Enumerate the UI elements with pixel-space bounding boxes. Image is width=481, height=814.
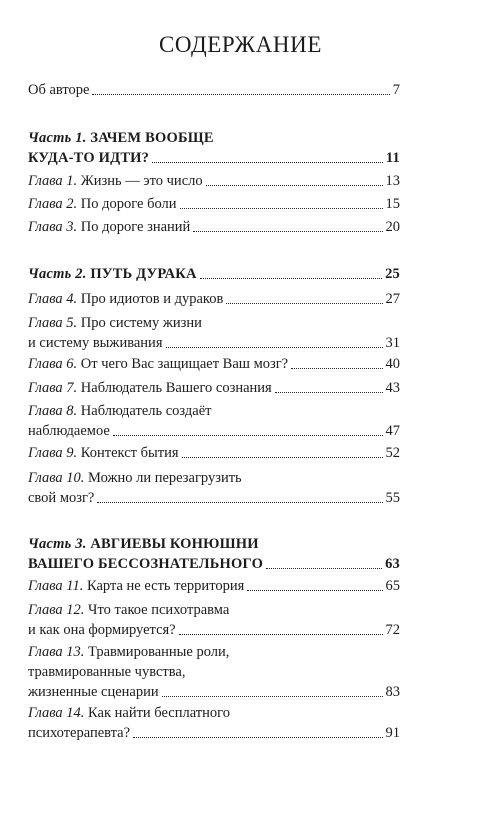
page-number: 52 (385, 445, 400, 461)
page-title: СОДЕРЖАНИЕ (158, 32, 322, 57)
dot-leader (193, 231, 382, 232)
toc-entry-about[interactable] (28, 80, 400, 100)
page-number: 7 (392, 82, 400, 98)
page-number: 63 (385, 556, 400, 572)
part-title-line-2: КУДА-ТО ИДТИ? (28, 150, 150, 166)
toc-chapter-11[interactable] (28, 576, 400, 596)
chapter-title-line-2: наблюдаемое (28, 423, 110, 439)
page-number: 65 (385, 578, 400, 594)
page-number: 11 (385, 150, 400, 166)
toc-chapter-1[interactable] (28, 171, 400, 191)
page-number: 40 (385, 356, 400, 372)
chapter-title: Про идиотов и дураков (80, 291, 224, 307)
toc-chapter-14[interactable] (28, 703, 400, 743)
dot-leader (179, 634, 383, 635)
chapter-keyword: Глава 8. (28, 403, 78, 419)
toc-chapter-7[interactable] (28, 378, 400, 398)
dot-leader (275, 392, 383, 393)
dot-leader (92, 94, 389, 95)
toc-chapter-4[interactable] (28, 289, 400, 309)
dot-leader (166, 347, 383, 348)
toc-chapter-2[interactable] (28, 194, 400, 214)
dot-leader (266, 568, 382, 569)
chapter-title: Жизнь — это число (80, 173, 203, 189)
dot-leader (291, 368, 382, 369)
part-keyword: Часть 1. (28, 130, 87, 146)
part-title-line-1: ЗАЧЕМ ВООБЩЕ (90, 130, 214, 146)
chapter-title-line-2: и как она формируется? (28, 622, 176, 638)
chapter-keyword: Глава 2. (28, 196, 78, 212)
chapter-keyword: Глава 6. (28, 356, 78, 372)
page-number: 25 (385, 266, 400, 282)
chapter-keyword: Глава 3. (28, 219, 78, 235)
page-number: 43 (385, 380, 400, 396)
dot-leader (133, 737, 382, 738)
chapter-title-line-1: Как найти бесплатного (88, 705, 230, 721)
page-number: 91 (385, 725, 400, 741)
chapter-title-line-1: Травмированные роли, (88, 644, 230, 660)
page-number: 31 (385, 335, 400, 351)
chapter-title: Контекст бытия (80, 445, 179, 461)
chapter-keyword: Глава 14. (28, 705, 85, 721)
chapter-title-line-2: психотерапевта? (28, 725, 131, 741)
toc-chapter-13[interactable] (28, 642, 400, 702)
chapter-title-line-2: свой мозг? (28, 490, 95, 506)
part-title-line-1: ПУТЬ ДУРАКА (90, 266, 197, 282)
chapter-title: Наблюдатель Вашего сознания (80, 380, 272, 396)
chapter-title: От чего Вас защищает Ваш мозг? (80, 356, 289, 372)
chapter-keyword: Глава 9. (28, 445, 78, 461)
toc-chapter-6[interactable] (28, 354, 400, 374)
page-number: 55 (385, 490, 400, 506)
chapter-title-line-1: Что такое психотравма (88, 602, 230, 618)
chapter-keyword: Глава 12. (28, 602, 85, 618)
toc-part-3[interactable] (28, 534, 400, 574)
page-number: 20 (385, 219, 400, 235)
toc-chapter-5[interactable] (28, 313, 400, 353)
page-number: 72 (385, 622, 400, 638)
dot-leader (162, 696, 383, 697)
dot-leader (182, 457, 383, 458)
part-title-line-2: ВАШЕГО БЕССОЗНАТЕЛЬНОГО (28, 556, 264, 572)
chapter-keyword: Глава 11. (28, 578, 84, 594)
toc-chapter-3[interactable] (28, 217, 400, 237)
part-keyword: Часть 2. (28, 266, 87, 282)
toc-part-1[interactable] (28, 128, 400, 168)
part-keyword: Часть 3. (28, 536, 87, 552)
chapter-title: Карта не есть территория (86, 578, 245, 594)
dot-leader (206, 185, 383, 186)
chapter-keyword: Глава 4. (28, 291, 78, 307)
page-number: 13 (385, 173, 400, 189)
chapter-keyword: Глава 13. (28, 644, 85, 660)
chapter-keyword: Глава 10. (28, 470, 85, 486)
page-number: 15 (385, 196, 400, 212)
chapter-keyword: Глава 7. (28, 380, 78, 396)
dot-leader (180, 208, 383, 209)
toc-chapter-10[interactable] (28, 468, 400, 508)
dot-leader (226, 303, 382, 304)
chapter-keyword: Глава 5. (28, 315, 78, 331)
chapter-keyword: Глава 1. (28, 173, 78, 189)
dot-leader (97, 502, 382, 503)
chapter-title: По дороге знаний (80, 219, 191, 235)
toc-chapter-9[interactable] (28, 443, 400, 463)
page-number: 47 (385, 423, 400, 439)
toc-chapter-8[interactable] (28, 401, 400, 441)
dot-leader (152, 162, 383, 163)
page-number: 83 (385, 684, 400, 700)
toc-chapter-12[interactable] (28, 600, 400, 640)
dot-leader (247, 590, 382, 591)
part-title-line-1: АВГИЕВЫ КОНЮШНИ (90, 536, 259, 552)
chapter-title-line-3: жизненные сценарии (28, 684, 159, 700)
chapter-title-line-1: Про систему жизни (80, 315, 202, 331)
dot-leader (113, 435, 383, 436)
chapter-title-line-2: травмированные чувства, (28, 664, 186, 680)
dot-leader (200, 278, 382, 279)
chapter-title: По дороге боли (80, 196, 177, 212)
toc-part-2[interactable] (28, 264, 400, 284)
entry-label: Об авторе (28, 82, 90, 98)
chapter-title-line-1: Можно ли перезагрузить (88, 470, 242, 486)
page-number: 27 (385, 291, 400, 307)
chapter-title-line-1: Наблюдатель создаёт (80, 403, 212, 419)
chapter-title-line-2: и систему выживания (28, 335, 163, 351)
